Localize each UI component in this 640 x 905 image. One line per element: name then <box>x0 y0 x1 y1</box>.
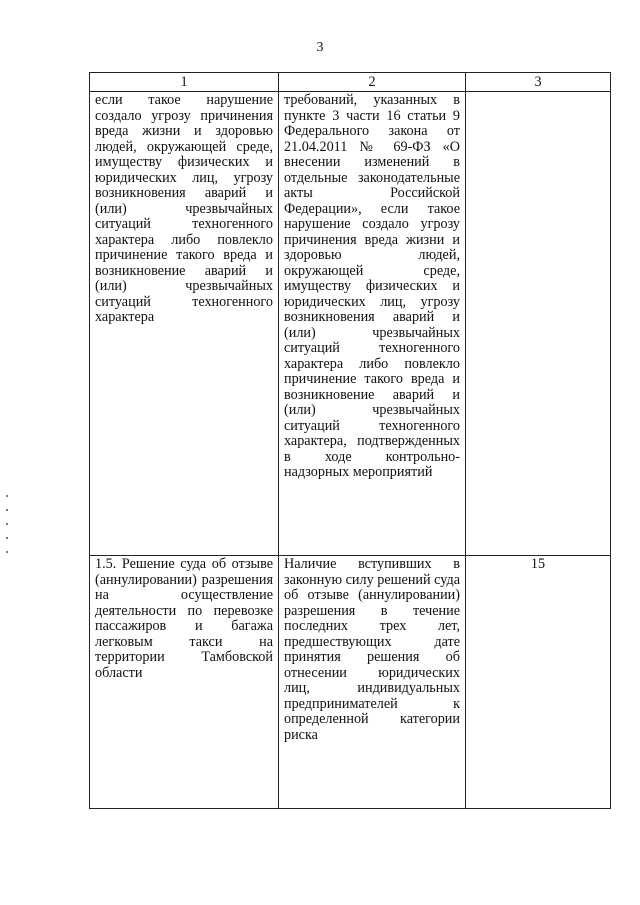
row2-criterion-cell: 1.5. Решение суда об отзыве (аннулировании) разрешения на осуществление деятельности по перевозке пассажиров и багажа легковым такси на территории Тамбовской области <box>90 556 279 809</box>
row1-criterion-cell: если такое нарушение создало угрозу причинения вреда жизни и здоровью людей, окружающей среде, имуществу физических и юридических лиц, угрозу возникновения аварий и (или) чрезвычайных ситуаций техногенного характера либо повлекло причинение такого вреда и возникновение аварий и (или) чрезвычайных ситуаций техногенного характера <box>90 92 279 556</box>
criteria-table <box>89 72 611 809</box>
page-number: 3 <box>316 40 324 55</box>
table-row <box>90 92 611 556</box>
row2-score-cell: 15 <box>466 556 611 809</box>
column-header-2: 2 <box>279 73 466 92</box>
row1-description-cell: требований, указанных в пункте 3 части 16 статьи 9 Федерального закона от 21.04.2011 № 69-ФЗ «О внесении изменений в отдельные законодательные акты Российской Федерации», если такое нарушение создало угрозу причинения вреда жизни и здоровью людей, окружающей среде, имуществу физических и юридических лиц, угрозу возникновения аварий и (или) чрезвычайных ситуаций техногенного характера либо повлекло причинение такого вреда и возникновение аварий и (или) чрезвычайных ситуаций техногенного характера, подтвержденных в ходе контрольно-надзорных мероприятий <box>279 92 466 556</box>
table-row <box>90 556 611 809</box>
column-header-3: 3 <box>466 73 611 92</box>
column-header-1: 1 <box>90 73 279 92</box>
table-header-row <box>90 73 611 92</box>
row1-score-cell <box>466 92 611 556</box>
row2-description-cell: Наличие вступивших в законную силу решений суда об отзыве (аннулировании) разрешения в течение последних трех лет, предшествующих дате принятия решения об отнесении юридических лиц, индивидуальных предпринимателей к определенной категории риска <box>279 556 466 809</box>
binding-holes-marks <box>6 495 9 565</box>
